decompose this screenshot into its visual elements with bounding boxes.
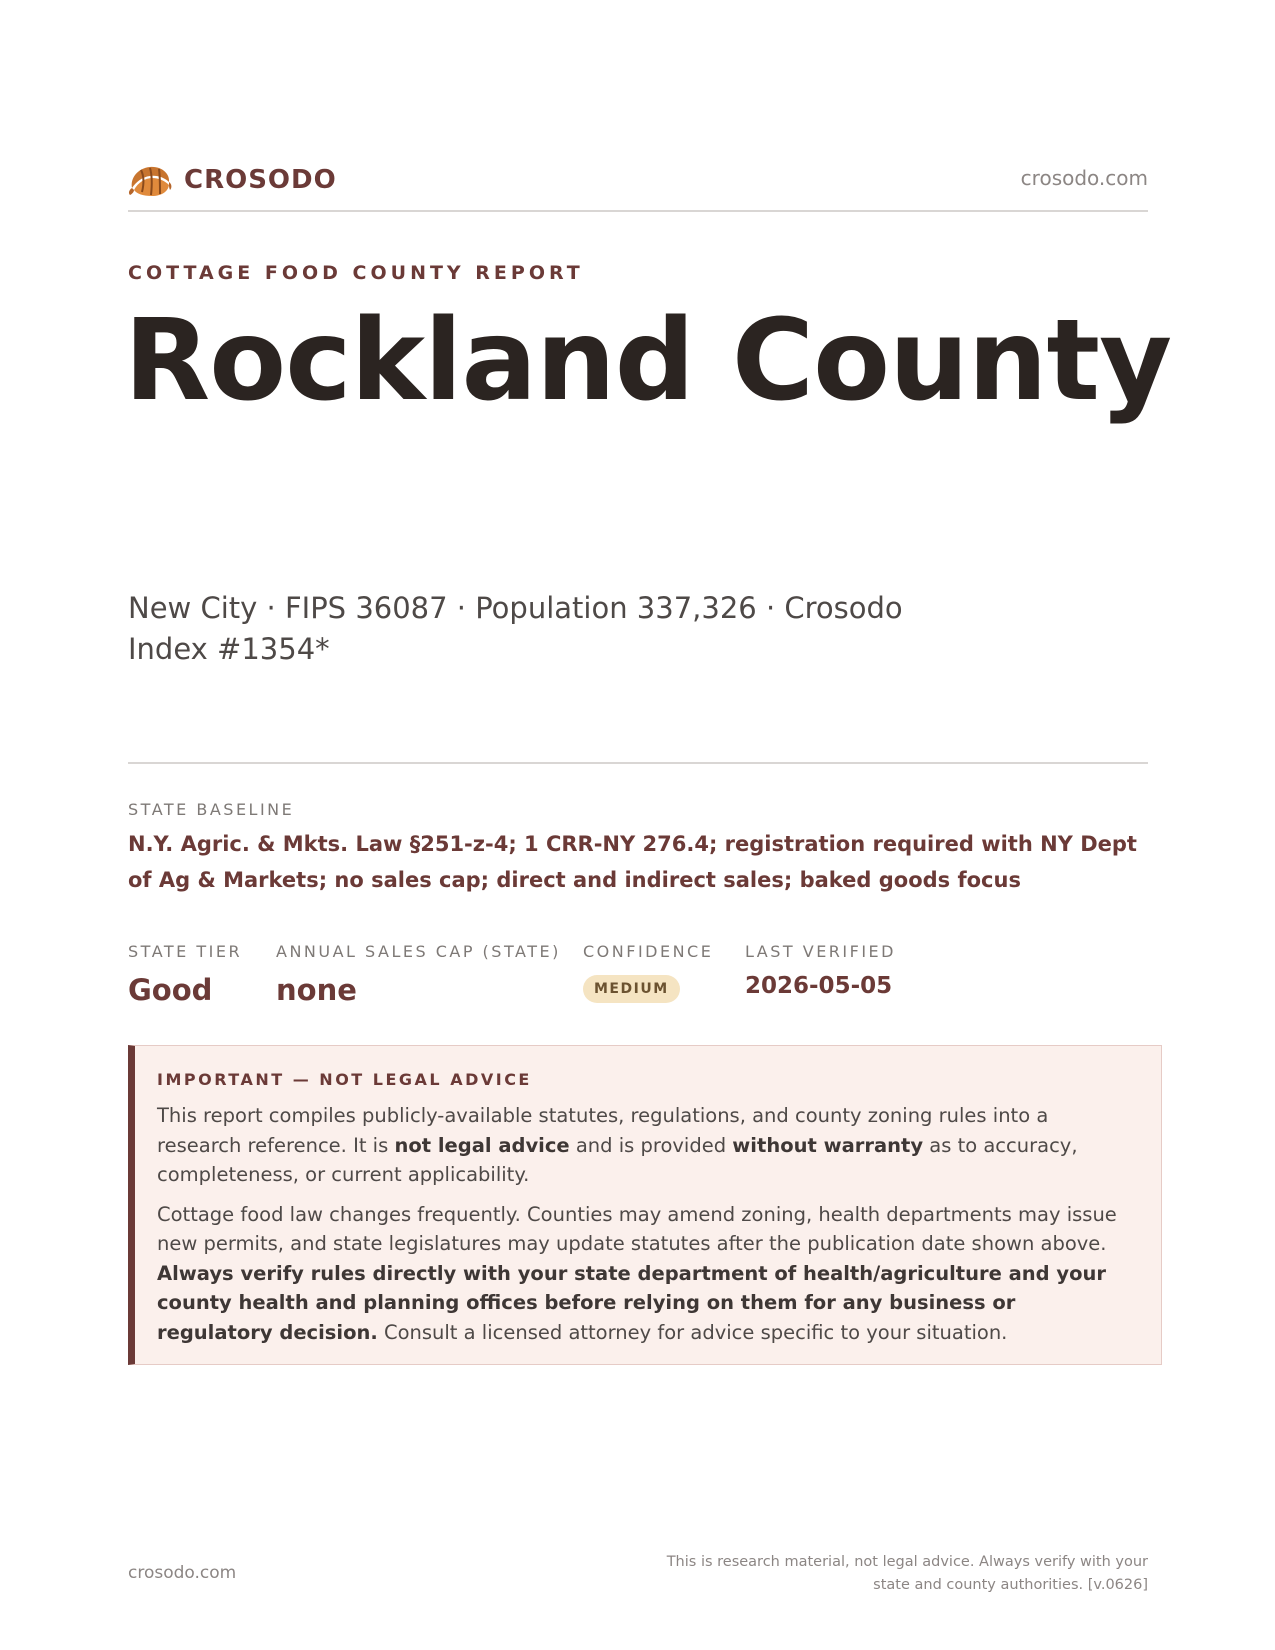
notice-text: Cottage food law changes frequently. Counties may amend zoning, health departments may issue new permits, and state legislatures may update statutes after the publication date shown above.: [157, 1202, 1117, 1255]
stat-label: ANNUAL SALES CAP (STATE): [276, 942, 561, 961]
notice-emphasis: Always verify rules directly with your state department of health/agriculture and your county health and planning offices before relying on them for any business or regulatory decision.: [157, 1261, 1107, 1344]
stat-value: none: [276, 973, 357, 1007]
stat-last-verified: [745, 942, 896, 999]
site-link[interactable]: crosodo.com: [1020, 166, 1148, 190]
notice-text: and is provided: [569, 1133, 733, 1157]
state-baseline-text: N.Y. Agric. & Mkts. Law §251-z-4; 1 CRR-NY 276.4; registration required with NY Dept of Ag & Markets; no sales cap; direct and indirect sales; baked goods focus: [128, 832, 1137, 892]
footer-site-link[interactable]: crosodo.com: [128, 1563, 237, 1583]
report-kicker: COTTAGE FOOD COUNTY REPORT: [128, 262, 584, 284]
croissant-icon: [128, 160, 172, 200]
confidence-badge: MEDIUM: [583, 975, 680, 1003]
state-baseline-label: STATE BASELINE: [128, 800, 295, 819]
stat-state-tier: [128, 942, 242, 1007]
stat-label: CONFIDENCE: [583, 942, 714, 961]
legal-notice: [128, 1045, 1162, 1365]
stat-value: Good: [128, 973, 213, 1007]
stat-label: LAST VERIFIED: [745, 942, 896, 961]
page-title: Rockland County: [124, 296, 1172, 426]
stat-value: 2026-05-05: [745, 973, 893, 999]
notice-title: IMPORTANT — NOT LEGAL ADVICE: [157, 1070, 532, 1089]
notice-text: This report compiles publicly-available statutes, regulations, and county zoning rules into a research reference. It is: [157, 1104, 1049, 1157]
stat-confidence: [583, 942, 713, 1003]
notice-paragraph: [157, 1101, 1125, 1190]
section-divider: [128, 762, 1148, 764]
brand-name: CROSODO: [184, 165, 337, 195]
notice-paragraph: [157, 1200, 1125, 1348]
page-header: [128, 160, 1148, 212]
report-page: [124, 0, 1172, 1650]
notice-text: as to accuracy, completeness, or current applicability.: [157, 1133, 1078, 1186]
county-summary: New City · FIPS 36087 · Population 337,326 · Crosodo Index #1354*: [128, 591, 903, 666]
stat-sales-cap: [276, 942, 561, 1007]
notice-text: Consult a licensed attorney for advice specific to your situation.: [377, 1320, 1008, 1344]
stat-label: STATE TIER: [128, 942, 243, 961]
stats-row: [128, 942, 1148, 1012]
notice-emphasis: without warranty: [732, 1133, 924, 1157]
brand-logo[interactable]: [128, 160, 337, 200]
footer-disclaimer: This is research material, not legal advice. Always verify with your state and county authorities. [v.0626]: [666, 1554, 1148, 1593]
notice-emphasis: not legal advice: [394, 1133, 570, 1157]
